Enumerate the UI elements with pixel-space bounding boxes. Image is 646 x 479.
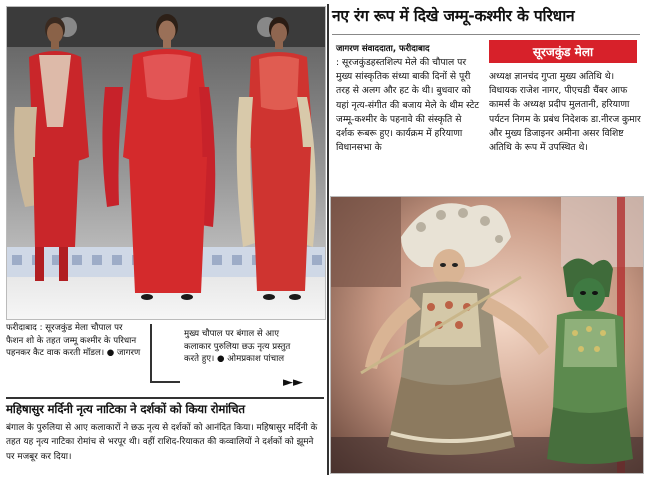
dance-photo-credit: ओमप्रकाश पांचाल [227, 354, 285, 364]
main-story-column-1: : सूरजकुंडहस्तशिल्प मेले की चौपाल पर मुख्य सांस्कृतिक संध्या बाकी दिनों से पूरी तरह से अलग और हट के थी। बुधवार को यहां नृत्य-संगीत की बजाय मेले के थीम स्टेट जम्मू-कश्मीर के पहनावे की संस्कृति से दर्शक रूबरू हुए। कार्यक्रम में हरियाणा विधानसभा के [336, 57, 480, 154]
section-badge: सूरजकुंड मेला [489, 40, 637, 63]
arrow-right-icon: ►► [283, 375, 303, 390]
fashion-show-photo [6, 6, 326, 320]
caption-divider-arrow-line [150, 381, 180, 383]
secondary-headline: महिषासुर मर्दिनी नृत्य नाटिका ने दर्शकों को किया रोमांचित [6, 402, 245, 416]
section-divider [6, 397, 324, 399]
fashion-photo-caption: फरीदाबाद : सूरजकुंड मेला चौपाल पर फैशन शो के तहत जम्मू कश्मीर के परिधान पहनकर कैट वाक करती मॉडल। ● जागरण [6, 323, 141, 358]
dance-photo-caption-text: मुख्य चौपाल पर बंगाल से आए कलाकार पुरुलिया छऊ नृत्य प्रस्तुत करते हुए। ● [184, 329, 291, 364]
dateline: जागरण संवाददाता, फरीदाबाद [336, 44, 430, 54]
column-divider [327, 4, 329, 475]
chhau-dance-photo [330, 196, 644, 474]
dance-photo-caption [184, 328, 292, 366]
main-headline: नए रंग रूप में दिखे जम्मू-कश्मीर के परिधान [332, 7, 575, 25]
main-story-column-2: अध्यक्ष ज्ञानचंद गुप्ता मुख्य अतिथि थे। विधायक राजेश नागर, पीएचडी चैंबर आफ कामर्स के अध्यक्ष प्रदीप मुलतानी, हरियाणा पर्यटन निगम के प्रबंध निदेशक डा.नीरज कुमार और मुख्य डिजाइनर अमीना असर विशिष्ट अतिथि के रूप में उपस्थित थे। [489, 71, 641, 154]
headline-underline [332, 34, 640, 35]
caption-divider [150, 324, 152, 382]
secondary-body: बंगाल के पुरुलिया से आए कलाकारों ने छऊ नृत्य से दर्शकों को आनंदित किया। महिषासुर मर्दिनी के तहत यह नृत्य नाटिका रोमांच से भरपूर थी। वहीं राशिद-रियाकत की कव्वालियों ने दर्शकों को झूमने पर मजबूर कर दिया। [6, 423, 318, 462]
